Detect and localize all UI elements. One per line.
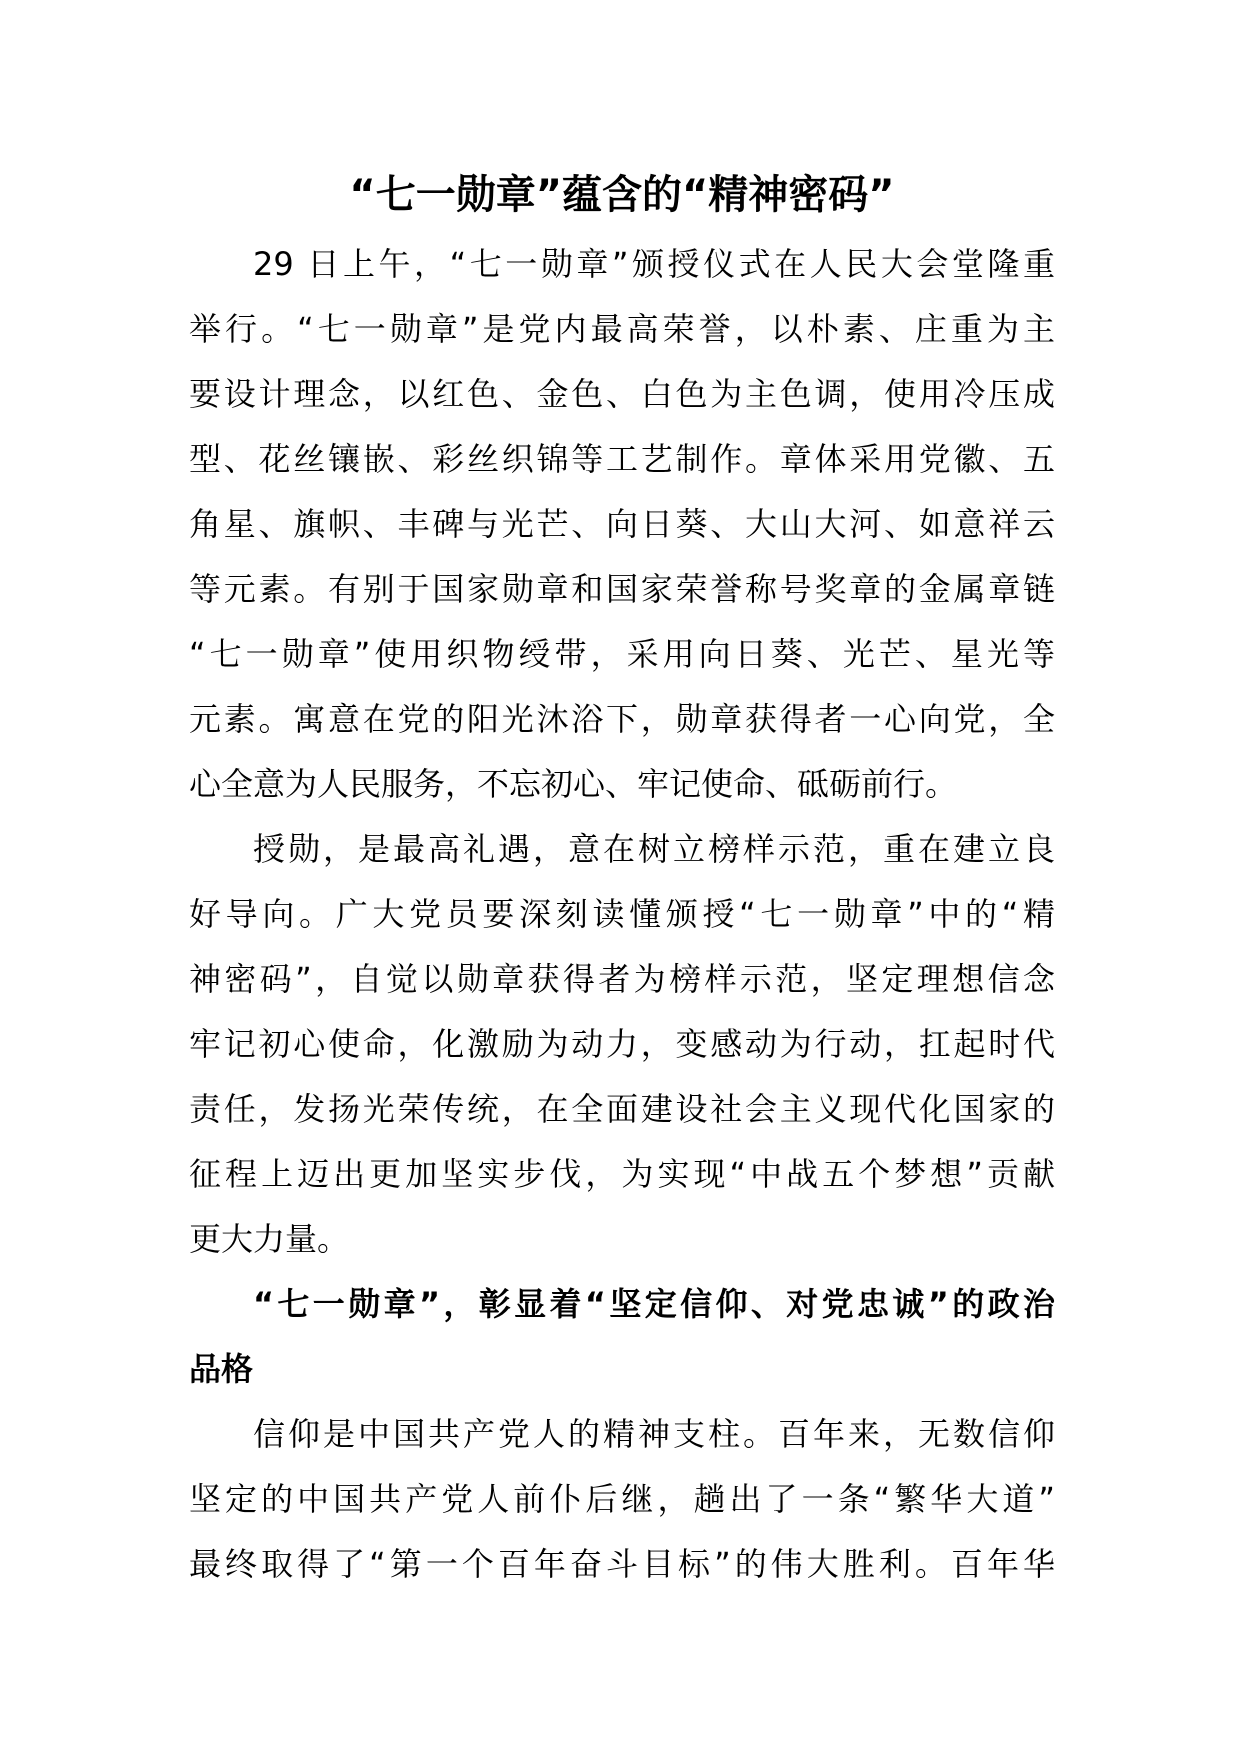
paragraph-line: 责任，发扬光荣传统，在全面建设社会主义现代化国家的 (189, 1090, 1055, 1128)
paragraph-line: 征程上迈出更加坚实步伐，为实现“中战五个梦想”贡献 (189, 1155, 1055, 1193)
paragraph-line: 好导向。广大党员要深刻读懂颁授“七一勋章”中的“精 (189, 895, 1055, 933)
paragraph-line: 授勋，是最高礼遇，意在树立榜样示范，重在建立良 (253, 830, 1055, 868)
paragraph-line: 29 日上午，“七一勋章”颁授仪式在人民大会堂隆重 (253, 245, 1055, 283)
section-heading-line: 品格 (189, 1350, 254, 1388)
paragraph-line: 元素。寓意在党的阳光沐浴下，勋章获得者一心向党，全 (189, 700, 1055, 738)
paragraph-line: 牢记初心使命，化激励为动力，变感动为行动，扛起时代 (189, 1025, 1055, 1063)
paragraph-line: 型、花丝镶嵌、彩丝织锦等工艺制作。章体采用党徽、五 (189, 440, 1055, 478)
paragraph-3 (189, 1402, 1055, 1597)
paragraph-line: 举行。“七一勋章”是党内最高荣誉，以朴素、庄重为主 (189, 310, 1055, 348)
paragraph-line: 要设计理念，以红色、金色、白色为主色调，使用冷压成 (189, 375, 1055, 413)
paragraph-line: 等元素。有别于国家勋章和国家荣誉称号奖章的金属章链 (189, 570, 1055, 608)
paragraph-line: 更大力量。 (189, 1220, 350, 1258)
paragraph-line: “七一勋章”使用织物绶带，采用向日葵、光芒、星光等 (189, 635, 1055, 673)
paragraph-line: 角星、旗帜、丰碑与光芒、向日葵、大山大河、如意祥云 (189, 505, 1055, 543)
paragraph-line: 坚定的中国共产党人前仆后继，趟出了一条“繁华大道” (189, 1480, 1055, 1518)
paragraph-line: 信仰是中国共产党人的精神支柱。百年来，无数信仰 (253, 1415, 1055, 1453)
document-title: “七一勋章”蕴含的“精神密码” (349, 172, 895, 218)
paragraph-2 (189, 817, 1055, 1272)
section-heading (189, 1272, 1055, 1402)
document-body (189, 232, 1055, 1597)
section-heading-line: “七一勋章”，彰显着“坚定信仰、对党忠诚”的政治 (253, 1285, 1055, 1323)
paragraph-line: 心全意为人民服务，不忘初心、牢记使命、砥砺前行。 (189, 765, 958, 803)
paragraph-1 (189, 232, 1055, 817)
paragraph-line: 最终取得了“第一个百年奋斗目标”的伟大胜利。百年华 (189, 1545, 1055, 1583)
paragraph-line: 神密码”，自觉以勋章获得者为榜样示范，坚定理想信念 (189, 960, 1055, 998)
